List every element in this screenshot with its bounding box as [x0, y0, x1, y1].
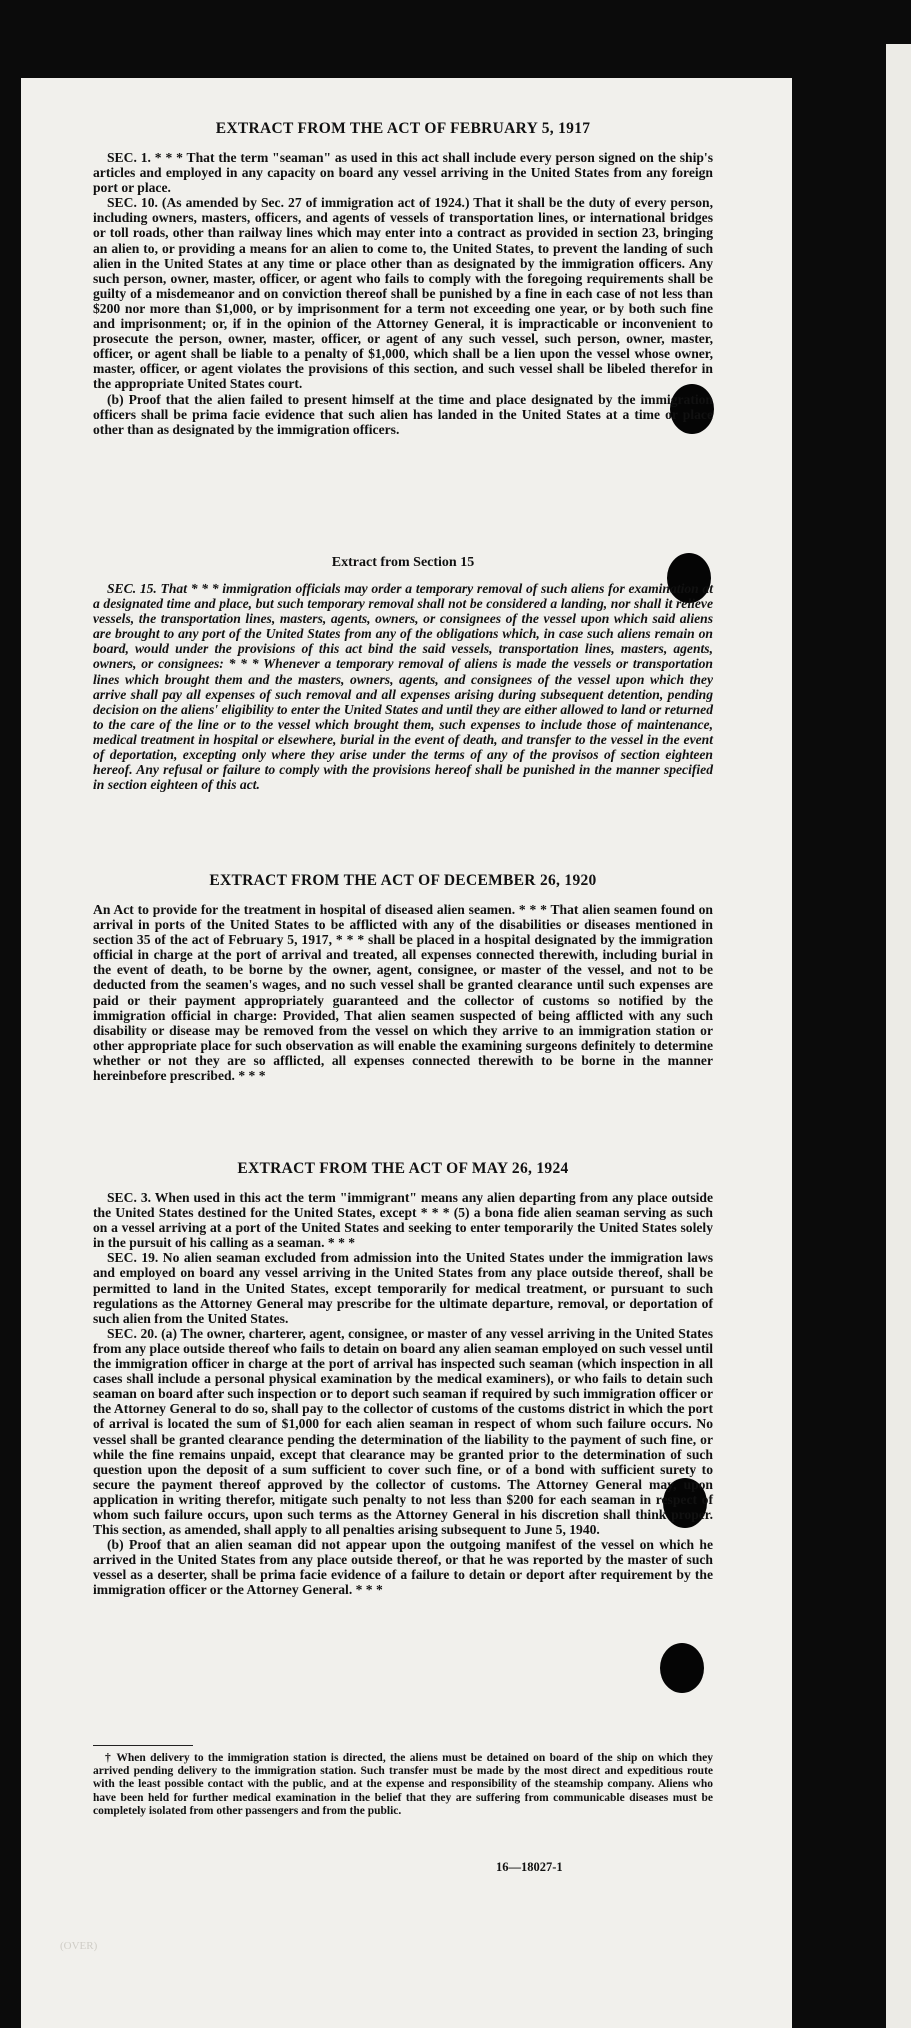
paragraph-sec-10-b: (b) Proof that the alien failed to present himself at the time and place designated by the immigration officers shall be prima facie evidence that such alien has landed in the United States at a time or place other than as designated by the immigration officers. — [93, 391, 713, 437]
section-15-extract — [93, 555, 713, 792]
footnote-rule — [93, 1745, 193, 1746]
paragraph-sec-15: SEC. 15. That * * * immigration officials may order a temporary removal of such aliens for examination at a designated time and place, but such temporary removal shall not be considered a landing, nor shall it relieve vessels, the transportation lines, masters, agents, owners, or consignees of the vessel upon which said aliens are brought to any port of the United States from any of the obligations which, in case such aliens remain on board, would under the provisions of this act bind the said vessels, transportation lines, masters, agents, owners, or consignees: * * * Whenever a temporary removal of aliens is made the vessels or transportation lines which brought them and the masters, owners, agents, and consignees of the vessel upon which they arrive shall pay all expenses of such removal and all expenses arising during subsequent detention, pending decision on the aliens' eligibility to enter the United States and until they are either allowed to land or returned to the care of the line or to the vessel which brought them, such expenses to include those of maintenance, medical treatment in hospital or elsewhere, burial in the event of death, and transfer to the vessel in the event of deportation, excepting only where they arise under the terms of any of the provisos of section eighteen hereof. Any refusal or failure to comply with the provisions hereof shall be punished in the manner specified in section eighteen of this act. — [93, 581, 713, 793]
section-dec-1920 — [93, 872, 713, 1083]
paragraph-sec-20-a: SEC. 20. (a) The owner, charterer, agent, consignee, or master of any vessel arriving in the United States from any place outside thereof who fails to detain on board any alien seaman employed on such vessel until the immigration officer in charge at the port of arrival has inspected such seaman (which inspection in all cases shall include a personal physical examination by the medical examiners), or who fails to detain such seaman on board after such inspection or to deport such seaman if required by such immigration officer or the Attorney General to do so, shall pay to the collector of customs of the customs district in which the port of arrival is located the sum of $1,000 for each alien seaman in respect of whom such failure occurs. No vessel shall be granted clearance pending the determination of the liability to the payment of such fine, or while the fine remains unpaid, except that clearance may be granted prior to the determination of such question upon the deposit of a sum sufficient to cover such fine, or of a bond with sufficient surety to secure the payment thereof approved by the collector of customs. The Attorney General may, upon application in writing therefor, mitigate such penalty to not less than $200 for each seaman in respect of whom such failure occurs, upon such terms as the Attorney General in his discretion shall think proper. This section, as amended, shall apply to all penalties arising subsequent to June 5, 1940. — [93, 1325, 713, 1538]
header-may-1924: EXTRACT FROM THE ACT OF MAY 26, 1924 — [237, 1160, 569, 1177]
footnote-block — [93, 1752, 713, 1818]
paragraph-sec-19: SEC. 19. No alien seaman excluded from admission into the United States under the immigration laws and employed on board any vessel arriving in the United States from any place outside thereof, shall be permitted to land in the United States, except temporarily for medical treatment, or pursuant to such regulations as the Attorney General may prescribe for the ultimate departure, removal, or deportation of such alien from the United States. — [93, 1250, 713, 1326]
subheader-section-15: Extract from Section 15 — [331, 555, 475, 570]
margin-mark: (OVER) — [60, 1940, 98, 1952]
paragraph-sec-10: SEC. 10. (As amended by Sec. 27 of immigration act of 1924.) That it shall be the duty of every person, including owners, masters, officers, and agents of vessels of transportation lines, or international bridges or toll roads, other than railway lines which may enter into a contract as provided in section 23, bringing an alien to, or providing a means for an alien to come to, the United States, to prevent the landing of such alien in the United States at any time or place other than as designated by the immigration officers. Any such person, owner, master, officer, or agent who fails to comply with the foregoing requirements shall be guilty of a misdemeanor and on conviction thereof shall be punished by a fine in each case of not less than $200 nor more than $1,000, or by imprisonment for a term not exceeding one year, or by both such fine and imprisonment; or, if in the opinion of the Attorney General, it is impracticable or inconvenient to prosecute the person, owner, master, officer, or agent of any such vessel, such person, owner, master, officer, or agent shall be liable to a penalty of $1,000, which shall be a lien upon the vessel whose owner, master, officer, or agent violates the provisions of this section, and such vessel shall be libeled therefor in the appropriate United States court. — [93, 195, 713, 392]
paragraph-sec-20-b: (b) Proof that an alien seaman did not appear upon the outgoing manifest of the vessel on which he arrived in the United States from any place outside thereof, or that he was reported by the master of such vessel as a deserter, shall be prima facie evidence of a failure to detain or deport after requirement by the immigration officer or the Attorney General. * * * — [93, 1537, 713, 1598]
punch-hole — [660, 1643, 704, 1693]
adjacent-page-edge — [886, 44, 911, 2028]
section-feb-1917 — [93, 120, 713, 437]
section-may-1924 — [93, 1160, 713, 1598]
form-number: 16—18027-1 — [496, 1860, 563, 1874]
paragraph-dec-1920: An Act to provide for the treatment in hospital of diseased alien seamen. * * * That alien seamen found on arrival in ports of the United States to be afflicted with any of the disabilities or diseases mentioned in section 35 of the act of February 5, 1917, * * * shall be placed in a hospital designated by the immigration official in charge at the port of arrival and treated, all expenses connected therewith, including burial in the event of death, to be borne by the owner, agent, consignee, or master of the vessel, and not to be deducted from the seamen's wages, and no such vessel shall be granted clearance until such expenses are paid or their payment appropriately guaranteed and the collector of customs so notified by the immigration official in charge: Provided, That alien seamen suspected of being afflicted with any such disability or disease may be removed from the vessel on which they arrive to an immigration station or other appropriate place for such observation as will enable the examining surgeons definitely to determine whether or not they are so afflicted, all expenses connected therewith to be borne in the manner hereinbefore prescribed. * * * — [93, 902, 713, 1084]
header-feb-1917: EXTRACT FROM THE ACT OF FEBRUARY 5, 1917 — [215, 120, 591, 137]
header-dec-1920: EXTRACT FROM THE ACT OF DECEMBER 26, 1920 — [209, 872, 597, 889]
footnote-text: † When delivery to the immigration station is directed, the aliens must be detained on board of the ship on which they arrived pending delivery to the immigration station. Such transfer must be made by the most direct and expeditious route with the least possible contact with the public, and at the expense and responsibility of the steamship company. Aliens who have been held for further medical examination in the belief that they are suffering from communicable diseases must be completely isolated from other passengers and from the public. — [93, 1752, 713, 1817]
paragraph-sec-1: SEC. 1. * * * That the term "seaman" as used in this act shall include every person signed on the ship's articles and employed in any capacity on board any vessel arriving in the United States from any foreign port or place. — [93, 150, 713, 196]
paragraph-sec-3: SEC. 3. When used in this act the term "immigrant" means any alien departing from any place outside the United States destined for the United States, except * * * (5) a bona fide alien seaman serving as such on a vessel arriving at a port of the United States and seeking to enter temporarily the United States solely in the pursuit of his calling as a seaman. * * * — [93, 1190, 713, 1251]
